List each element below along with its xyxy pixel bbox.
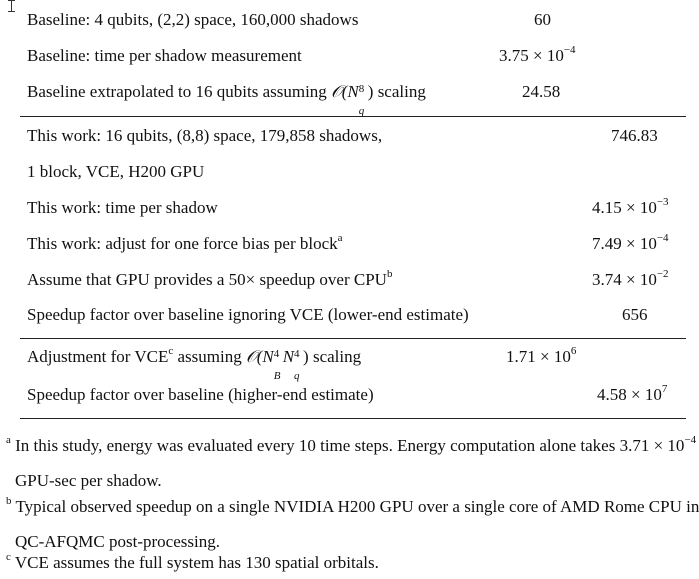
table-divider-bottom <box>20 418 686 419</box>
footnote-a-line-1: $^a$ In this study, energy was evaluated every 10 time steps. Energy computation alone takes $3.71 \times 10^{-4}$ <box>6 434 697 455</box>
row-value-gpu-speedup: $3.74 \times 10^{-2}$ <box>592 268 669 289</box>
row-label-this-work-16-qubits: This work: 16 qubits, (8,8) space, 179,858 shadows, <box>27 126 383 145</box>
row-value-speedup-lower-end: 656 <box>622 305 648 324</box>
row-value-force-bias-adjustment: $7.49 \times 10^{-4}$ <box>592 232 669 253</box>
row-label-this-work-time-per-shadow: This work: time per shadow <box>27 198 218 217</box>
row-value-vce-adjustment: $1.71 \times 10^6$ <box>506 345 577 366</box>
footnote-a-line-2: GPU-sec per shadow. <box>15 471 162 490</box>
row-label-block-vce-gpu: 1 block, VCE, H200 GPU <box>27 162 205 181</box>
row-value-baseline-extrapolated: 24.58 <box>522 82 561 101</box>
row-label-vce-adjustment: Adjustment for VCE$^c$ assuming 𝒪(N 4 B N 4 q ) scaling <box>27 345 362 382</box>
row-label-baseline-extrapolated: Baseline extrapolated to 16 qubits assuming 𝒪(N 8 q ) scaling <box>27 82 426 117</box>
text-cursor-icon <box>8 0 16 12</box>
row-label-speedup-higher-end: Speedup factor over baseline (higher-end estimate) <box>27 385 374 404</box>
row-value-speedup-higher-end: $4.58 \times 10^7$ <box>597 383 668 404</box>
footnote-b-line-2: QC-AFQMC post-processing. <box>15 532 220 551</box>
footnote-b-line-1: $^b$ Typical observed speedup on a single NVIDIA H200 GPU over a single core of AMD Rome CPU in <box>6 495 699 516</box>
row-label-gpu-speedup: Assume that GPU provides a 50× speedup over CPU$^b$ <box>27 268 393 289</box>
row-label-baseline-time-per-shadow: Baseline: time per shadow measurement <box>27 46 302 65</box>
row-value-this-work-time-per-shadow: $4.15 \times 10^{-3}$ <box>592 196 669 217</box>
row-value-baseline-time-per-shadow: $3.75 \times 10^{-4}$ <box>499 44 576 65</box>
table-divider-1 <box>20 116 686 117</box>
row-value-baseline-4-qubits: 60 <box>534 10 551 29</box>
row-value-this-work-16-qubits: 746.83 <box>611 126 658 145</box>
row-label-baseline-4-qubits: Baseline: 4 qubits, (2,2) space, 160,000 shadows <box>27 10 359 29</box>
footnote-c-line-1: $^c$ VCE assumes the full system has 130 spatial orbitals. <box>6 551 379 572</box>
row-label-force-bias-adjustment: This work: adjust for one force bias per block$^a$ <box>27 232 343 253</box>
row-label-speedup-lower-end: Speedup factor over baseline ignoring VCE (lower-end estimate) <box>27 305 469 324</box>
table-divider-2 <box>20 338 686 339</box>
